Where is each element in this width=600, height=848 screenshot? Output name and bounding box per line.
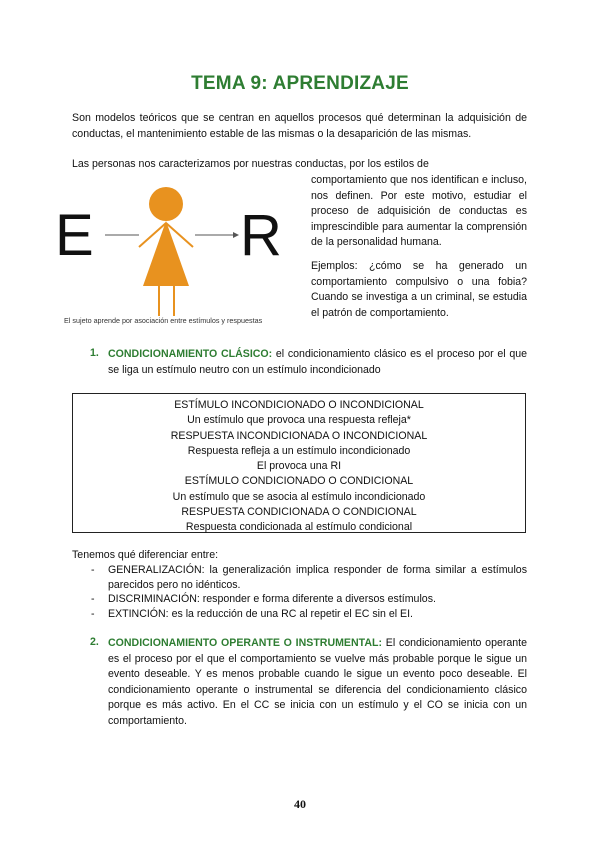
- box-line: Un estímulo que se asocia al estímulo incondicionado: [172, 490, 426, 503]
- box-line: RESPUESTA INCONDICIONADA O INCONDICIONAL: [170, 429, 428, 442]
- section-2-paragraph: [108, 636, 527, 730]
- list-item-extincion: - EXTINCIÓN: es la reducción de una RC al repetir el EC sin el EI.: [91, 607, 527, 622]
- box-line: El provoca una RI: [256, 460, 342, 473]
- box-line: Respuesta condicionada al estímulo condicional: [185, 521, 413, 534]
- section-2-number: 2.: [90, 636, 99, 648]
- section-1-heading: CONDICIONAMIENTO CLÁSICO:: [108, 348, 273, 360]
- box-line: ESTÍMULO CONDICIONADO O CONDICIONAL: [184, 475, 414, 488]
- stimulus-response-figure: [55, 185, 295, 320]
- response-arrow-head: [233, 232, 239, 238]
- paragraph-2-line-1: Las personas nos caracterizamos por nuestras conductas, por los estilos de: [72, 158, 429, 170]
- response-letter: R: [240, 203, 282, 268]
- section-1-text: el condicionamiento clásico es el proceso por el que se liga un estímulo neutro con un estímulo incondicionado: [108, 348, 527, 376]
- paragraph-2-rest: comportamiento que nos identifican e incluso, nos definen. Por este motivo, estudiar el proceso de adquisición de conductas es imprescindible para aumentar la comprensión de la personalidad humana.: [311, 174, 527, 249]
- examples-paragraph: Ejemplos: ¿cómo se ha generado un comportamiento compulsivo o una fobia? Cuando se investiga a un criminal, se estudia el patrón de comportamiento.: [311, 260, 527, 319]
- box-line: Un estímulo que provoca una respuesta refleja*: [187, 414, 411, 427]
- box-line: ESTÍMULO INCONDICIONADO O INCONDICIONAL: [174, 399, 424, 411]
- page-title: TEMA 9: APRENDIZAJE: [191, 73, 409, 94]
- section-1-number: 1.: [90, 347, 99, 359]
- person-figure-drawing: [55, 185, 295, 320]
- list-item-generalizacion: - GENERALIZACIÓN: la generalización implica responder de forma similar a estímulos parecidos pero no idénticos.: [91, 563, 527, 592]
- page-number: 40: [294, 797, 306, 811]
- person-body: [143, 221, 189, 286]
- section-1-paragraph: [108, 347, 527, 378]
- definitions-box: [72, 393, 526, 533]
- list-item-discriminacion: - DISCRIMINACIÓN: responder e forma diferente a diversos estímulos.: [91, 592, 527, 607]
- figure-caption: El sujeto aprende por asociación entre estímulos y respuestas: [64, 316, 263, 325]
- differentiate-intro: Tenemos qué diferenciar entre:: [72, 549, 219, 561]
- intro-paragraph: Son modelos teóricos que se centran en aquellos procesos qué determinan la adquisición de conductas, el mantenimiento estable de las mismas o la desaparición de las mismas.: [72, 112, 527, 140]
- concept-list: [91, 563, 527, 621]
- section-2-text: El condicionamiento operante es el proceso por el que el comportamiento se vuelve más probable porque le sigue un evento deseable. Y es menos probable cuando le sigue un evento poco deseable. El condicionamiento operante o instrumental se diferencia del condicionamiento clásico porque es más activo. En el CC se inicia con un estímulo y el CO se inicia con un comportamiento.: [108, 637, 528, 727]
- box-line: RESPUESTA CONDICIONADA O CONDICIONAL: [181, 506, 417, 519]
- person-head: [149, 187, 183, 221]
- stimulus-letter: E: [55, 203, 94, 268]
- box-line: Respuesta refleja a un estímulo incondicionado: [187, 444, 411, 457]
- section-2-heading: CONDICIONAMIENTO OPERANTE O INSTRUMENTAL:: [108, 637, 382, 649]
